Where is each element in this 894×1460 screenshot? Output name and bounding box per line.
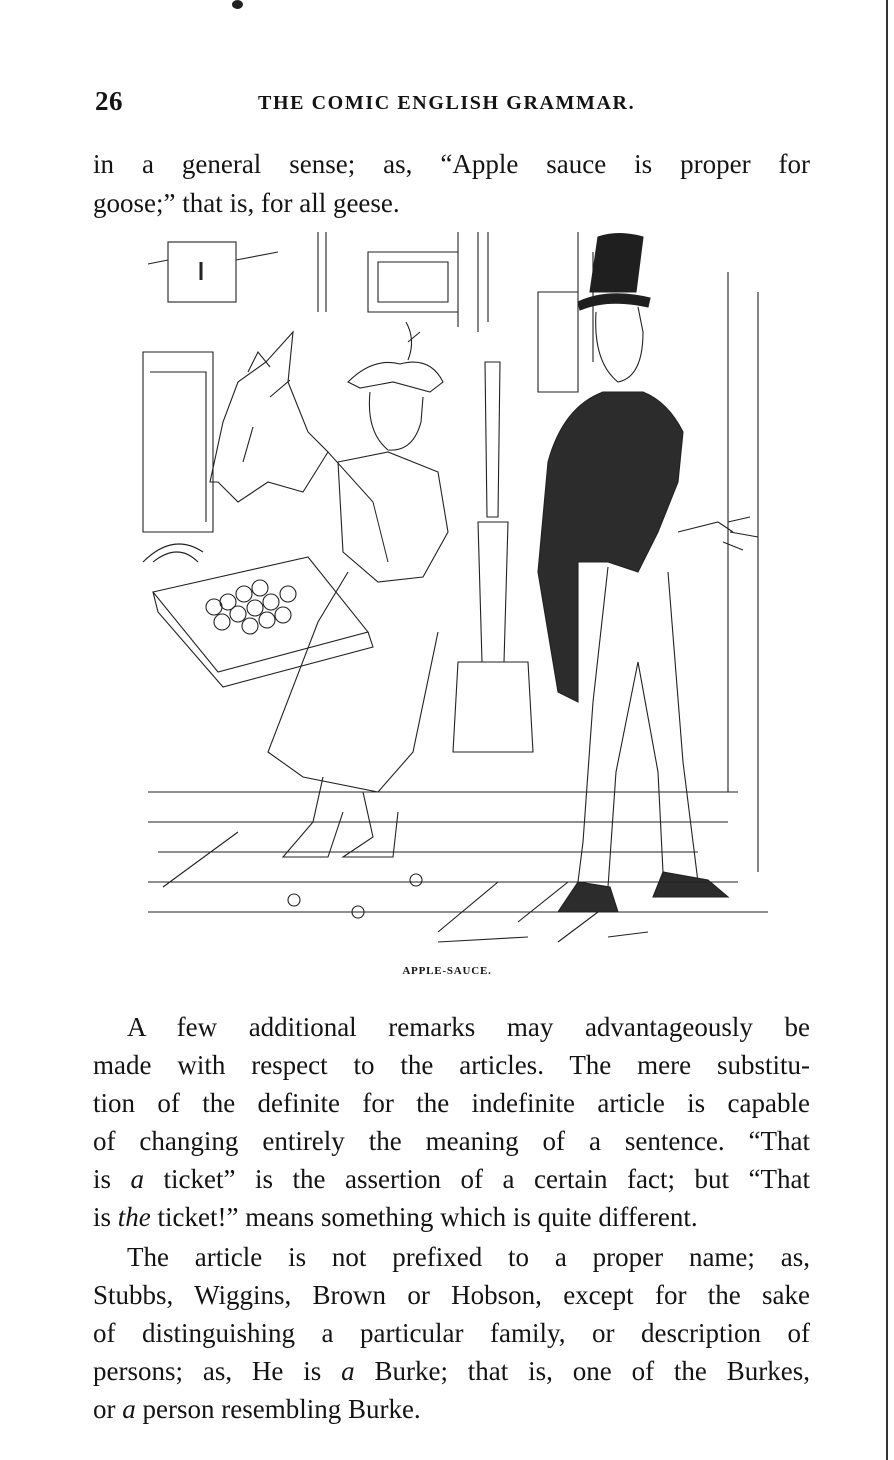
gentleman-top-hat (538, 234, 758, 913)
text-line: The article is not prefixed to a proper name; as, (127, 1242, 810, 1272)
building-background (143, 232, 758, 872)
text-line: tion of the definite for the indefinite article is capable (93, 1088, 810, 1118)
page-edge-line (886, 0, 888, 1460)
text-line: of changing entirely the meaning of a sentence. “That (93, 1126, 810, 1156)
horse (210, 332, 388, 562)
text-line: in a general sense; as, “Apple sauce is proper for (93, 149, 810, 179)
text-line: is a ticket” is the assertion of a certain fact; but “That (93, 1164, 810, 1194)
page-number: 26 (95, 86, 123, 116)
text-line: or a person resembling Burke. (93, 1394, 421, 1424)
text-line: made with respect to the articles. The mere substitu- (93, 1050, 810, 1080)
ink-speck-top (232, 0, 243, 9)
text-line: A few additional remarks may advantageously be (127, 1012, 810, 1042)
lamp-post (453, 362, 533, 752)
figure-caption: APPLE-SAUCE. (402, 965, 492, 977)
apple-basket (153, 557, 373, 687)
text-line: of distinguishing a particular family, or description of (93, 1318, 810, 1348)
hanging-lamp-sign (148, 242, 278, 302)
apple-seller-woman (153, 322, 448, 857)
running-title: THE COMIC ENGLISH GRAMMAR. (258, 92, 636, 114)
apple-sauce-illustration (138, 232, 776, 952)
street-paving (148, 792, 768, 942)
text-line: persons; as, He is a Burke; that is, one of the Burkes, (93, 1356, 810, 1386)
text-line: goose;” that is, for all geese. (93, 188, 400, 218)
text-line: Stubbs, Wiggins, Brown or Hobson, except for the sake (93, 1280, 810, 1310)
text-line: is the ticket!” means something which is quite different. (93, 1202, 698, 1232)
